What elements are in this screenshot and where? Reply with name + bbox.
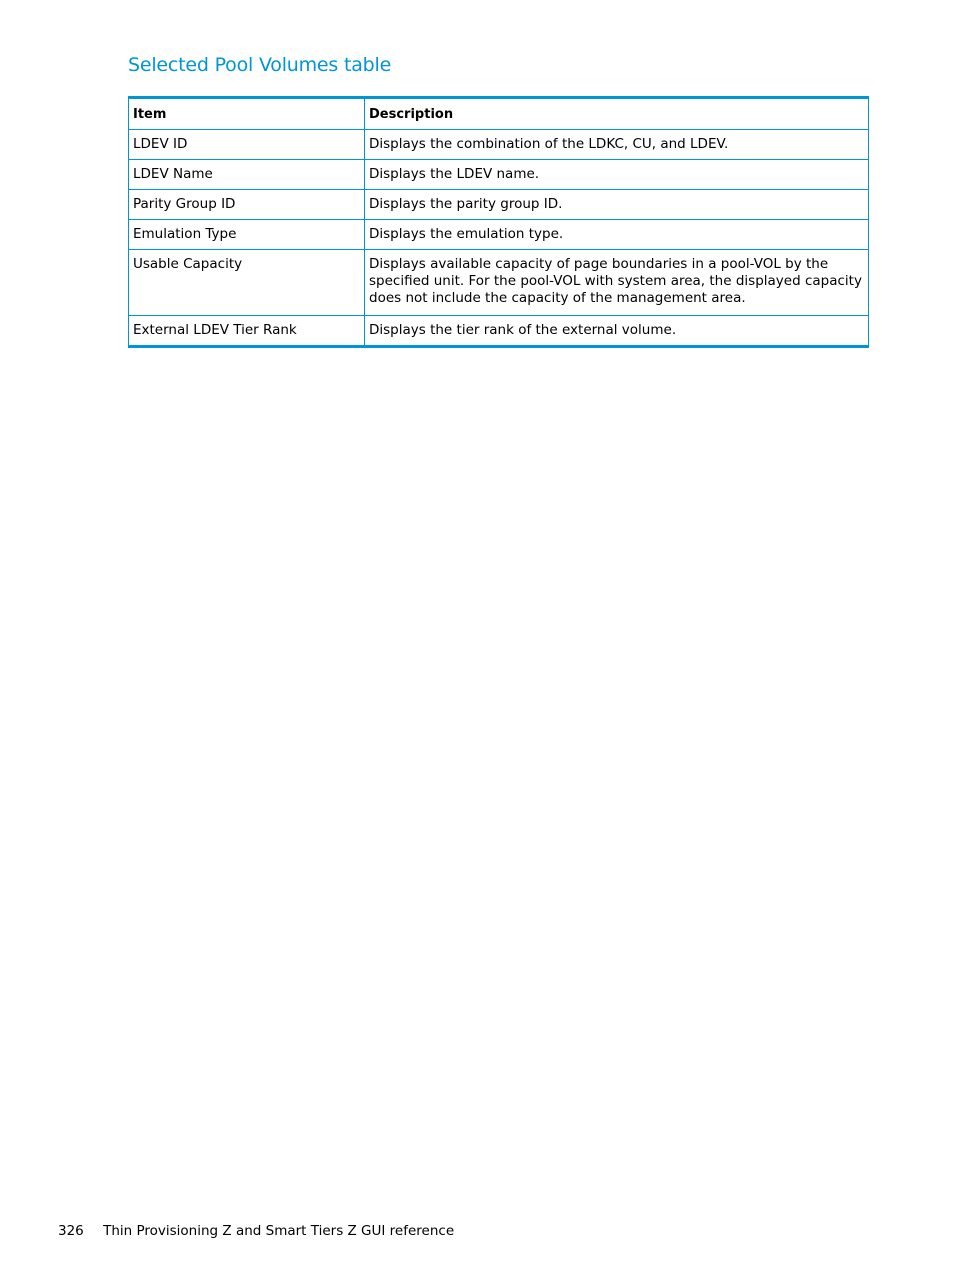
row-item: Parity Group ID: [129, 190, 365, 220]
row-description: Displays the tier rank of the external volume.: [365, 316, 869, 347]
table-header-row: [129, 98, 869, 130]
row-item: Emulation Type: [129, 220, 365, 250]
table-row: [129, 130, 869, 160]
page-number: 326: [58, 1223, 84, 1239]
row-description: Displays available capacity of page boundaries in a pool-VOL by the specified unit. For the pool-VOL with system area, the displayed capacity does not include the capacity of the management area.: [365, 250, 869, 316]
row-description: Displays the combination of the LDKC, CU, and LDEV.: [365, 130, 869, 160]
table-row: [129, 250, 869, 316]
row-item: LDEV Name: [129, 160, 365, 190]
row-item: LDEV ID: [129, 130, 365, 160]
selected-pool-volumes-table: [128, 96, 869, 348]
column-header-item: Item: [129, 98, 365, 130]
row-item: Usable Capacity: [129, 250, 365, 316]
row-description: Displays the LDEV name.: [365, 160, 869, 190]
row-description: Displays the emulation type.: [365, 220, 869, 250]
row-description: Displays the parity group ID.: [365, 190, 869, 220]
table-row: [129, 190, 869, 220]
running-title: Thin Provisioning Z and Smart Tiers Z GUI reference: [103, 1223, 455, 1239]
column-header-description: Description: [365, 98, 869, 130]
page-footer: [58, 1223, 454, 1239]
table-row: [129, 316, 869, 347]
section-title: Selected Pool Volumes table: [128, 54, 392, 76]
table-row: [129, 160, 869, 190]
row-item: External LDEV Tier Rank: [129, 316, 365, 347]
table-row: [129, 220, 869, 250]
